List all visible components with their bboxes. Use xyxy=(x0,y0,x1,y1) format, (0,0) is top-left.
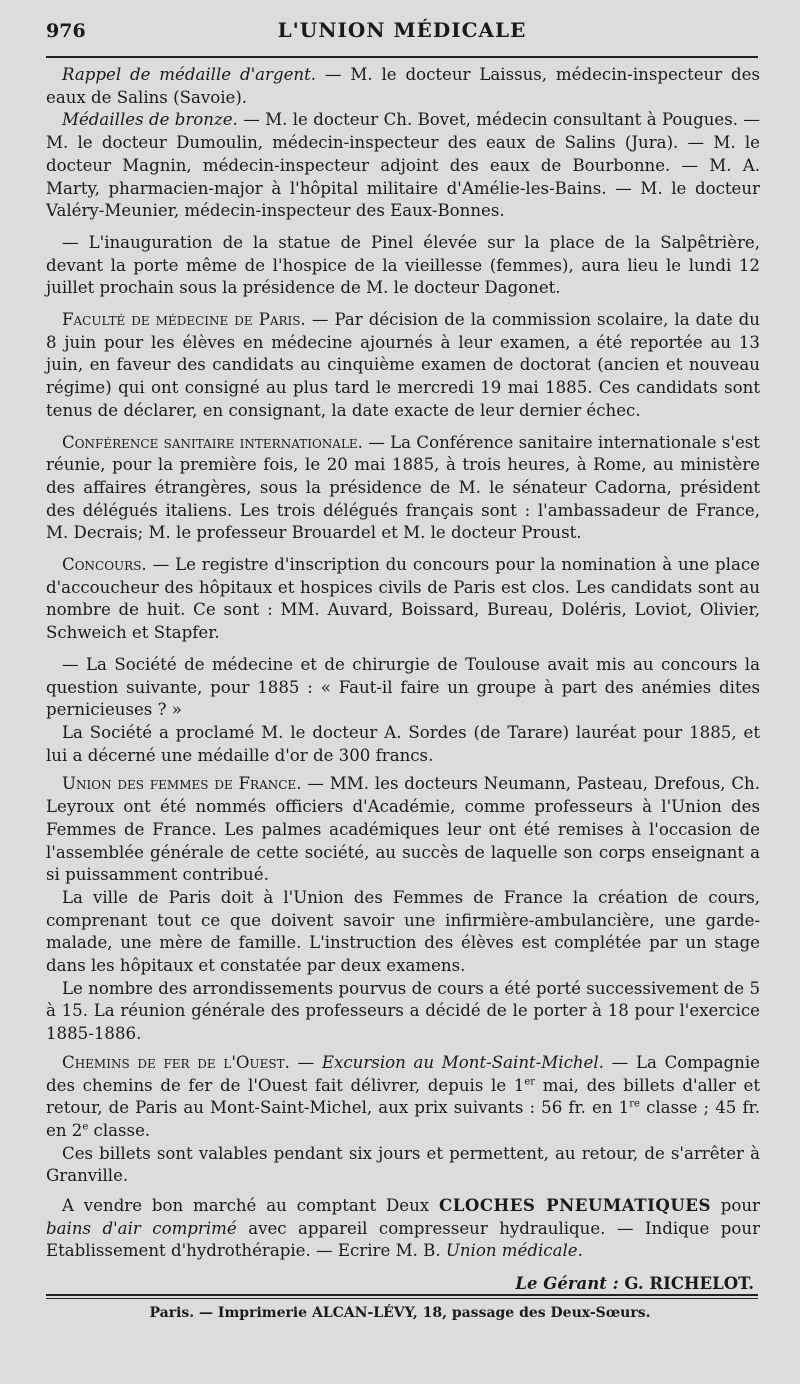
paragraph-union-femmes xyxy=(46,773,760,887)
ordinal-suffix: er xyxy=(524,1076,536,1087)
paragraph-text: — La Compagnie des chemins de fer de l'Ouest fait délivrer, depuis le 1 xyxy=(46,1052,760,1095)
paragraph-text: — La Société de médecine et de chirurgie de Toulouse avait mis au concours la question suivante, pour 1885 : « Faut-il faire un groupe à part des anémies dites pernicieuses ? » xyxy=(46,654,760,720)
excursion-title: Excursion au Mont-Saint-Michel. xyxy=(321,1052,604,1072)
paragraph-laureate xyxy=(46,722,760,767)
paragraph-text: classe. xyxy=(88,1120,151,1140)
paragraph-text: — La Conférence sanitaire internationale s'est réunie, pour la première fois, le 20 mai 1885, à trois heures, à Rome, au ministère des affaires étrangères, sous la présidence de M. le sénateur Cadorna, président des délégués italiens. Les trois délégués français sont : l'ambassadeur de France, M. Decrais; M. le professeur Brouardel et M. le docteur Proust. xyxy=(46,432,760,543)
footer-rule-thin xyxy=(46,1298,758,1299)
page-number: 976 xyxy=(46,20,86,42)
signature xyxy=(515,1274,754,1293)
ordinal-suffix: re xyxy=(629,1098,640,1110)
paragraph-advertisement xyxy=(46,1194,760,1263)
printer-imprint: Paris. — Imprimerie ALCAN-LÉVY, 18, passage des Deux-Sœurs. xyxy=(149,1305,651,1321)
section-label: Union des femmes de France. xyxy=(62,774,302,794)
paragraph-toulouse-society xyxy=(46,654,760,722)
article-body xyxy=(46,64,760,1263)
journal-title: L'UNION MÉDICALE xyxy=(277,18,527,42)
separator: — xyxy=(289,1052,322,1072)
paragraph-concours xyxy=(46,554,760,645)
paragraph-text: — MM. les docteurs Neumann, Pasteau, Drefous, Ch. Leyroux ont été nommés officiers d'Académie, comme professeurs à l'Union des Femmes de France. Les palmes académiques leur ont été remises à l'occasion de l'assemblée générale de cette société, au succès de laquelle son corps enseignant a si puissamment contribué. xyxy=(46,774,760,885)
ordinal-suffix: e xyxy=(82,1121,89,1133)
paragraph-text: La ville de Paris doit à l'Union des Femmes de France la création de cours, comprenant tout ce que doivent savoir une infirmière-ambulancière, une garde-malade, une mère de famille. L'instruction des élèves est complétée par un stage dans les hôpitaux et constatée par deux examens. xyxy=(46,887,760,976)
paragraph-text: mai, des billets d'aller et retour, de Paris au Mont-Saint-Michel, aux prix suivants : 56 fr. en 1 xyxy=(46,1075,760,1118)
paragraph-bronze-medals xyxy=(46,109,760,223)
paragraph-tickets-validity xyxy=(46,1143,760,1188)
signature-label: Le Gérant : xyxy=(515,1274,625,1293)
paragraph-text: pour xyxy=(710,1196,760,1216)
paragraph-text: La Société a proclamé M. le docteur A. Sordes (de Tarare) lauréat pour 1885, et lui a décerné une médaille d'or de 300 francs. xyxy=(46,722,760,765)
paragraph-text: — Le registre d'inscription du concours pour la nomination à une place d'accoucheur des hôpitaux et hospices civils de Paris est clos. Les candidats sont au nombre de huit. Ce sont : MM. Auvard, Boissard, Bureau, Doléris, Loviot, Olivier, Schweich et Stapfer. xyxy=(46,555,760,643)
section-label: Chemins de fer de l'Ouest. xyxy=(62,1052,290,1072)
paragraph-text: Ces billets sont valables pendant six jours et permettent, au retour, de s'arrêter à Granville. xyxy=(46,1143,760,1186)
paragraph-arrondissements xyxy=(46,978,760,1046)
paragraph-faculty-paris xyxy=(46,309,760,423)
footer-rule xyxy=(46,1294,758,1296)
section-label: Rappel de médaille d'argent. xyxy=(62,65,317,84)
paragraph-text: Le nombre des arrondissements pourvus de cours a été porté successivement de 5 à 15. La réunion générale des professeurs a décidé de le porter à 18 pour l'exercice 1885-1886. xyxy=(46,978,760,1044)
paragraph-text: — L'inauguration de la statue de Pinel élevée sur la place de la Salpêtrière, devant la porte même de l'hospice de la vieillesse (femmes), aura lieu le lundi 12 juillet prochain sous la présidence de M. le docteur Dagonet. xyxy=(46,232,760,298)
advert-journal-name: Union médicale. xyxy=(445,1241,583,1261)
paragraph-text: A vendre bon marché au comptant Deux xyxy=(62,1196,439,1216)
paragraph-paris-courses xyxy=(46,887,760,978)
advert-italic: bains d'air comprimé xyxy=(46,1218,237,1238)
paragraph-text: — Par décision de la commission scolaire, la date du 8 juin pour les élèves en médecine ajournés à leur examen, a été reportée au 13 juin, en faveur des candidats au cinquième examen de doctorat (ancien et nouveau régime) qui ont consigné au plus tard le mercredi 19 mai 1885. Ces candidats sont tenus de déclarer, en consignant, la date exacte de leur dernier échec. xyxy=(46,310,760,420)
paragraph-silver-medal xyxy=(46,64,760,109)
page-header xyxy=(46,14,758,48)
section-label: Conférence sanitaire internationale. xyxy=(62,432,363,452)
header-rule xyxy=(46,56,758,58)
paragraph-text: avec appareil compresseur hydraulique. — Indique pour Etablissement d'hydrothérapie. — Ecrire M. B. xyxy=(46,1218,760,1261)
section-label: Faculté de médecine de Paris. xyxy=(62,310,306,330)
paragraph-sanitary-conference xyxy=(46,432,760,546)
paragraph-railway-ouest xyxy=(46,1052,760,1143)
advert-product: CLOCHES PNEUMATIQUES xyxy=(438,1195,711,1216)
signature-name: G. RICHELOT. xyxy=(624,1274,754,1293)
section-label: Concours. xyxy=(62,555,147,575)
section-label: Médailles de bronze. xyxy=(62,110,238,130)
paragraph-text: — M. le docteur Ch. Bovet, médecin consultant à Pougues. — M. le docteur Dumoulin, médecin-inspecteur des eaux de Salins (Jura). — M. le docteur Magnin, médecin-inspecteur adjoint des eaux de Bourbonne. — M. A. Marty, pharmacien-major à l'hôpital militaire d'Amélie-les-Bains. — M. le docteur Valéry-Meunier, médecin-inspecteur des Eaux-Bonnes. xyxy=(46,110,760,221)
paragraph-pinel-statue xyxy=(46,232,760,300)
paragraph-text: — M. le docteur Laissus, médecin-inspecteur des eaux de Salins (Savoie). xyxy=(46,65,760,107)
paragraph-text: classe ; 45 fr. en 2 xyxy=(46,1098,760,1140)
